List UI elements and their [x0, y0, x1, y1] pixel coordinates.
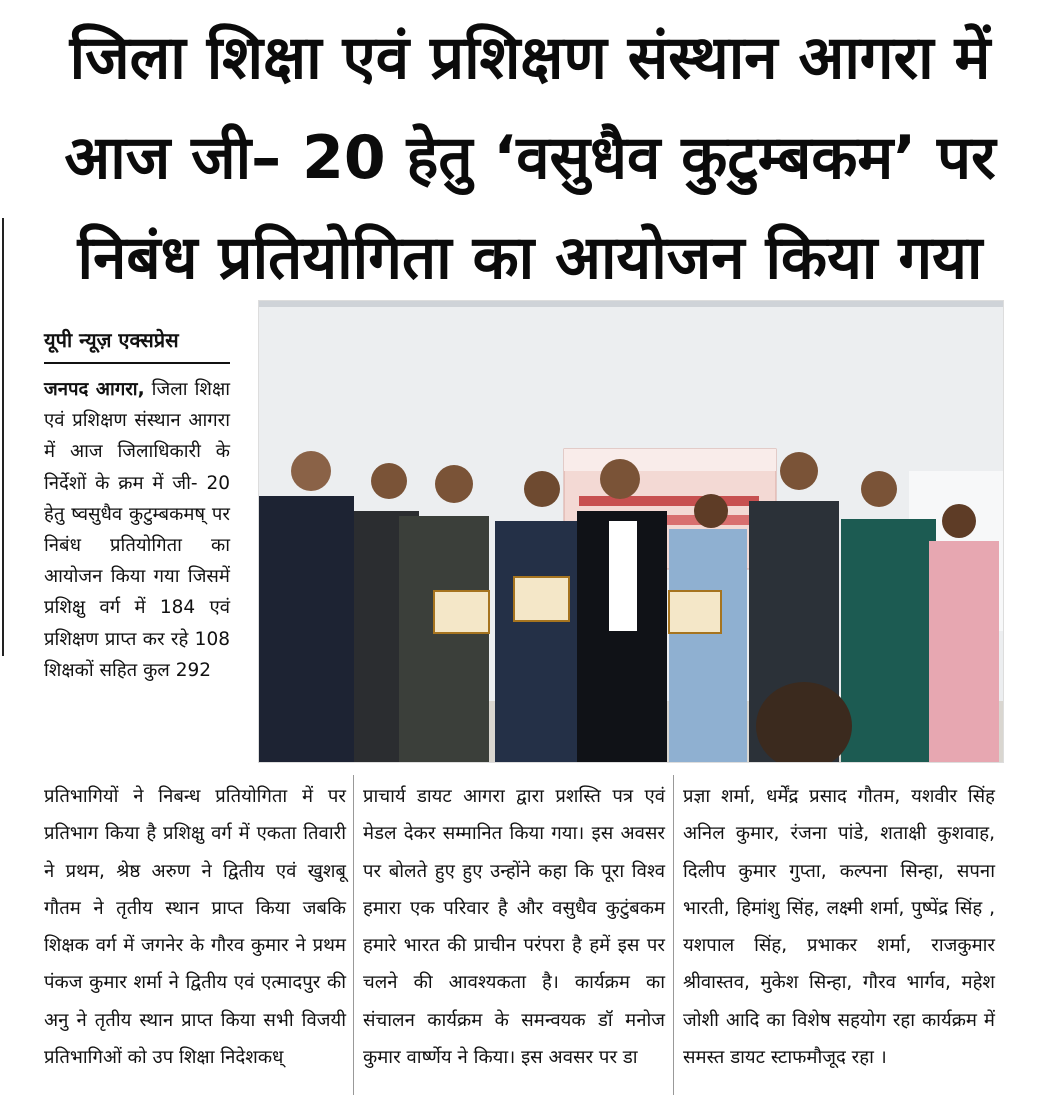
lead-paragraph	[44, 374, 230, 686]
column-rule-1	[353, 775, 354, 1095]
headline-line-1: जिला शिक्षा एवं प्रशिक्षण संस्थान आगरा में	[69, 23, 991, 93]
body-column-2: प्राचार्य डायट आगरा द्वारा प्रशस्ति पत्र एवं मेडल देकर सम्मानित किया गया। इस अवसर पर बोलते हुए हुए उन्होंने कहा कि पूरा विश्व हमारा एक परिवार है और वसुधैव कुटुंबकम हमारे भारत की प्राचीन परंपरा है हमें इस पर चलने की आवश्यकता है। कार्यक्रम का संचालन कार्यक्रम के समन्वयक डॉ मनोज कुमार वार्ष्णेय ने किया। इस अवसर पर डा	[363, 786, 665, 1069]
headline	[40, 8, 1020, 308]
byline: यूपी न्यूज़ एक्सप्रेस	[44, 328, 179, 352]
left-column-rule	[2, 218, 4, 656]
column-rule-2	[673, 775, 674, 1095]
lead-text: जिला शिक्षा एवं प्रशिक्षण संस्थान आगरा में आज जिलाधिकारी के निर्देशों के क्रम में जी- 20 हेतु ष्वसुधैव कुटुम्बकमष् पर निबंध प्रतियोगिता का आयोजन किया गया जिसमें प्रशिक्षु वर्ग में 184 एवं प्रशिक्षण प्राप्त कर रहे 108 शिक्षकों सहित कुल 292	[44, 379, 230, 681]
headline-line-3: निबंध प्रतियोगिता का आयोजन किया गया	[77, 223, 983, 293]
body-column-3: प्रज्ञा शर्मा, धर्मेंद्र प्रसाद गौतम, यशवीर सिंह अनिल कुमार, रंजना पांडे, शताक्षी कुशवाह, दिलीप कुमार गुप्ता, कल्पना सिन्हा, सपना भारती, हिमांशु सिंह, लक्ष्मी शर्मा, पुष्पेंद्र सिंह , यशपाल सिंह, प्रभाकर शर्मा, राजकुमार श्रीवास्तव, मुकेश सिन्हा, गौरव भार्गव, महेश जोशी आदि का विशेष सहयोग रहा कार्यक्रम में समस्त डायट स्टाफमौजूद रहा ।	[683, 786, 995, 1069]
byline-underline	[44, 362, 230, 364]
event-photo-illustration	[259, 301, 1003, 762]
dateline: जनपद आगरा,	[44, 379, 145, 400]
body-column-1: प्रतिभागियों ने निबन्ध प्रतियोगिता में पर प्रतिभाग किया है प्रशिक्षु वर्ग में एकता तिवारी ने प्रथम, श्रेष्ठ अरुण ने द्वितीय एवं खुशबू गौतम ने तृतीय स्थान प्राप्त किया जबकि शिक्षक वर्ग में जगनेर के गौरव कुमार ने प्रथम पंकज कुमार शर्मा ने द्वितीय एवं एत्मादपुर की अनु ने तृतीय स्थान प्राप्त किया सभी विजयी प्रतिभागिओं को उप शिक्षा निदेशकध्	[44, 786, 346, 1069]
headline-line-2: आज जी– 20 हेतु ‘वसुधैव कुटुम्बकम’ पर	[64, 123, 996, 193]
event-photo	[258, 300, 1004, 763]
